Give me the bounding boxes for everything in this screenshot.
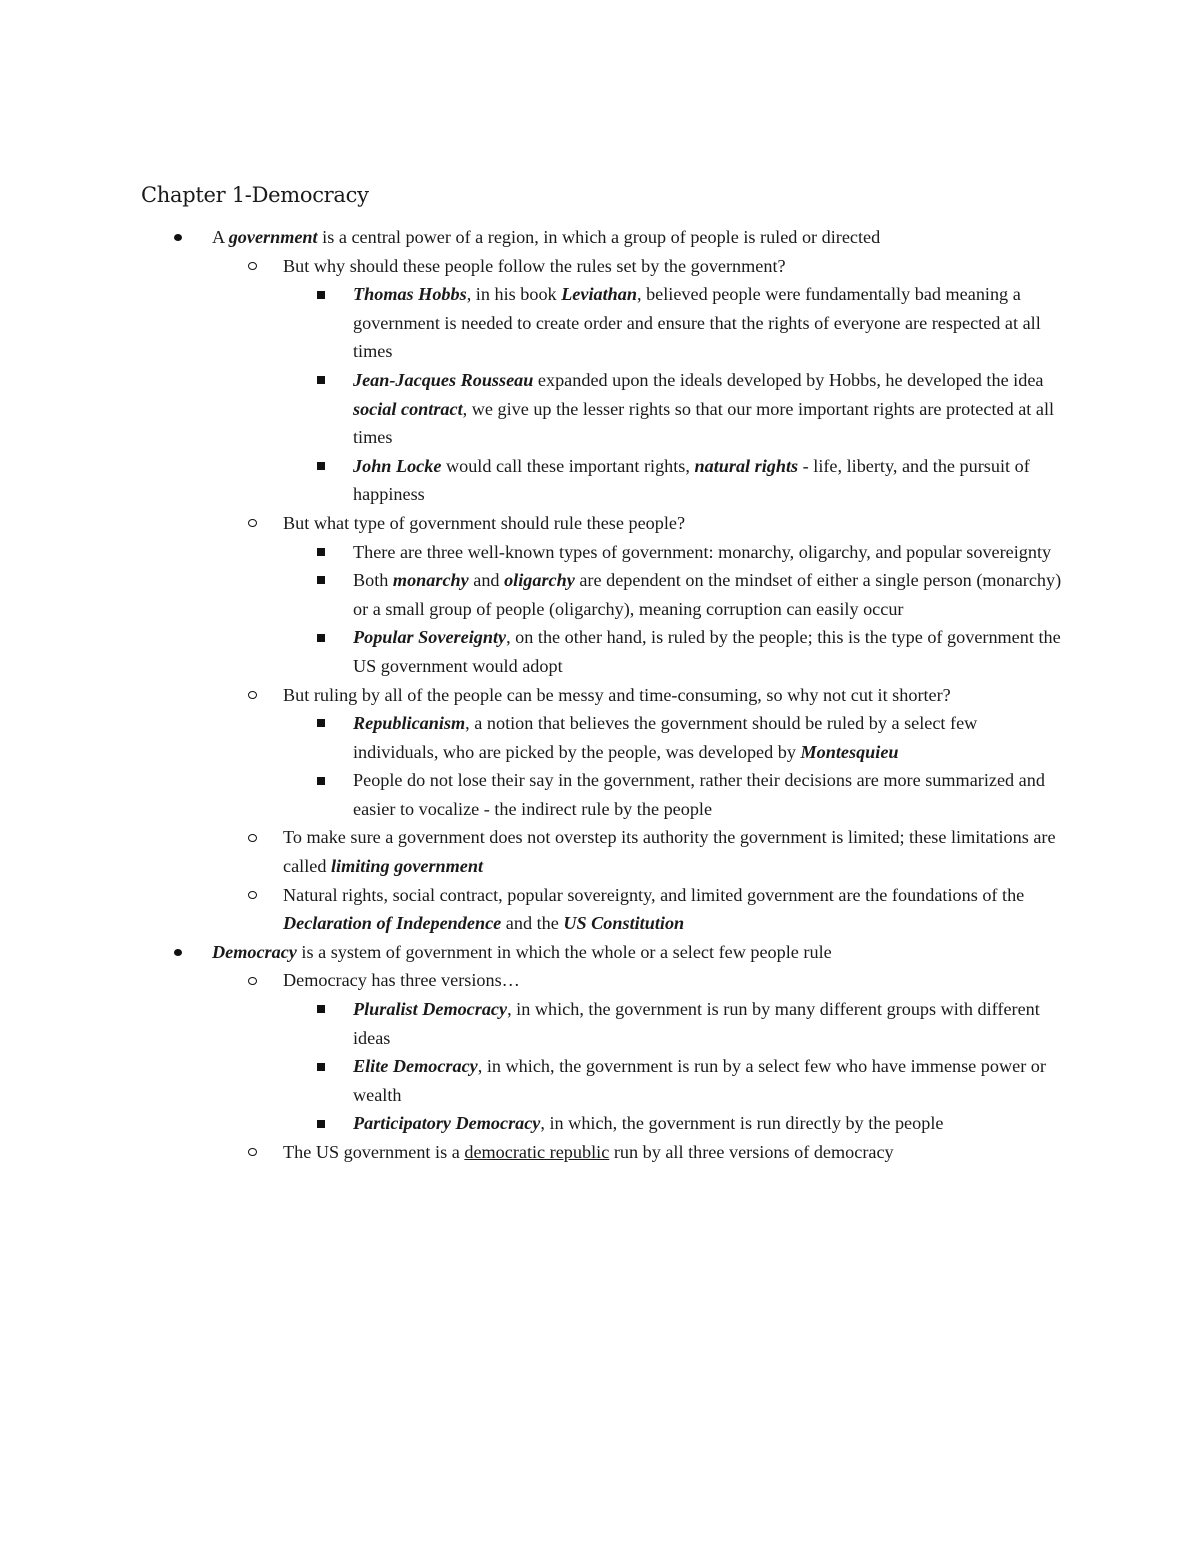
bullet-ring-icon xyxy=(248,966,257,995)
term-monarchy: monarchy xyxy=(392,570,469,591)
bullet-ring-icon xyxy=(248,509,257,538)
term-rousseau: Jean-Jacques Rousseau xyxy=(353,369,534,390)
term-thomas-hobbs: Thomas Hobbs xyxy=(353,284,467,305)
list-item-rousseau: Jean-Jacques Rousseau expanded upon the ideals developed by Hobbs, he developed the idea social contract, we give up the lesser rights so that our more important rights are protected at all times xyxy=(0,366,1063,452)
bullet-square-icon xyxy=(317,1109,325,1138)
list-item-pluralist: Pluralist Democracy, in which, the government is run by many different groups with different ideas xyxy=(0,995,1063,1052)
term-limiting-government: limiting government xyxy=(330,856,484,877)
term-social-contract: social contract xyxy=(353,398,463,419)
bullet-square-icon xyxy=(317,366,325,395)
term-oligarchy: oligarchy xyxy=(504,570,575,591)
term-john-locke: John Locke xyxy=(353,455,442,476)
list-item-foundations: Natural rights, social contract, popular sovereignty, and limited government are the foundations of the Declaration of Independence and the US Constitution xyxy=(0,881,1063,938)
list-item-republicanism: Republicanism, a notion that believes the government should be ruled by a select few individuals, who are picked by the people, was developed by Montesquieu xyxy=(0,709,1063,766)
term-us-constitution: US Constitution xyxy=(563,913,685,934)
term-democratic-republic: democratic republic xyxy=(464,1142,610,1162)
bullet-dot-icon xyxy=(174,223,182,252)
outline-list xyxy=(0,223,1200,1167)
bullet-square-icon xyxy=(317,452,325,481)
list-item-elite: Elite Democracy, in which, the government is run by a select few who have immense power or wealth xyxy=(0,1052,1063,1109)
list-item-monarchy-oligarchy: Both monarchy and oligarchy are dependent on the mindset of either a single person (monarchy) or a small group of people (oligarchy), meaning corruption can easily occur xyxy=(0,566,1063,623)
bullet-square-icon xyxy=(317,623,325,652)
bullet-square-icon xyxy=(317,566,325,595)
bullet-ring-icon xyxy=(248,252,257,281)
term-popular-sovereignty: Popular Sovereignty xyxy=(353,627,507,648)
list-item-popular-sovereignty: Popular Sovereignty, on the other hand, is ruled by the people; this is the type of government the US government would adopt xyxy=(0,623,1063,680)
bullet-ring-icon xyxy=(248,823,257,852)
list-item-democratic-republic: The US government is a democratic republic run by all three versions of democracy xyxy=(0,1138,1063,1167)
term-natural-rights: natural rights xyxy=(694,455,799,476)
page-title: Chapter 1-Democracy xyxy=(141,183,369,207)
list-item-three-versions: Democracy has three versions… xyxy=(0,966,1063,995)
term-democracy: Democracy xyxy=(212,941,297,962)
term-elite-democracy: Elite Democracy xyxy=(353,1056,478,1077)
bullet-square-icon xyxy=(317,709,325,738)
list-item-indirect-rule: People do not lose their say in the government, rather their decisions are more summarized and easier to vocalize - the indirect rule by the people xyxy=(0,766,1063,823)
list-item-ruling-messy: But ruling by all of the people can be messy and time-consuming, so why not cut it shorter? xyxy=(0,681,1063,710)
term-pluralist-democracy: Pluralist Democracy xyxy=(353,999,508,1020)
bullet-ring-icon xyxy=(248,681,257,710)
term-republicanism: Republicanism xyxy=(353,713,466,734)
bullet-square-icon xyxy=(317,280,325,309)
bullet-dot-icon xyxy=(174,938,182,967)
bullet-square-icon xyxy=(317,766,325,795)
term-government: government xyxy=(228,227,318,247)
list-item-democracy: Democracy is a system of government in which the whole or a select few people rule xyxy=(0,938,1062,967)
bullet-square-icon xyxy=(317,995,325,1024)
list-item-three-types: There are three well-known types of government: monarchy, oligarchy, and popular sovereignty xyxy=(0,538,1063,567)
bullet-square-icon xyxy=(317,538,325,567)
term-leviathan: Leviathan xyxy=(561,284,637,305)
bullet-ring-icon xyxy=(248,1138,257,1167)
term-montesquieu: Montesquieu xyxy=(800,741,899,762)
term-participatory-democracy: Participatory Democracy xyxy=(353,1113,541,1134)
bullet-square-icon xyxy=(317,1052,325,1081)
list-item-what-type: But what type of government should rule these people? xyxy=(0,509,1063,538)
list-item-why-follow: But why should these people follow the rules set by the government? xyxy=(0,252,1063,281)
list-item-hobbs: Thomas Hobbs, in his book Leviathan, believed people were fundamentally bad meaning a government is needed to create order and ensure that the rights of everyone are respected at all times xyxy=(0,280,1063,366)
list-item-government: A government is a central power of a region, in which a group of people is ruled or directed xyxy=(0,223,1062,252)
list-item-locke: John Locke would call these important rights, natural rights - life, liberty, and the pursuit of happiness xyxy=(0,452,1063,509)
document-body xyxy=(0,223,1200,1167)
list-item-limiting-government: To make sure a government does not overstep its authority the government is limited; these limitations are called limiting government xyxy=(0,823,1063,880)
list-item-participatory: Participatory Democracy, in which, the government is run directly by the people xyxy=(0,1109,1063,1138)
bullet-ring-icon xyxy=(248,881,257,910)
term-declaration: Declaration of Independence xyxy=(283,913,502,934)
